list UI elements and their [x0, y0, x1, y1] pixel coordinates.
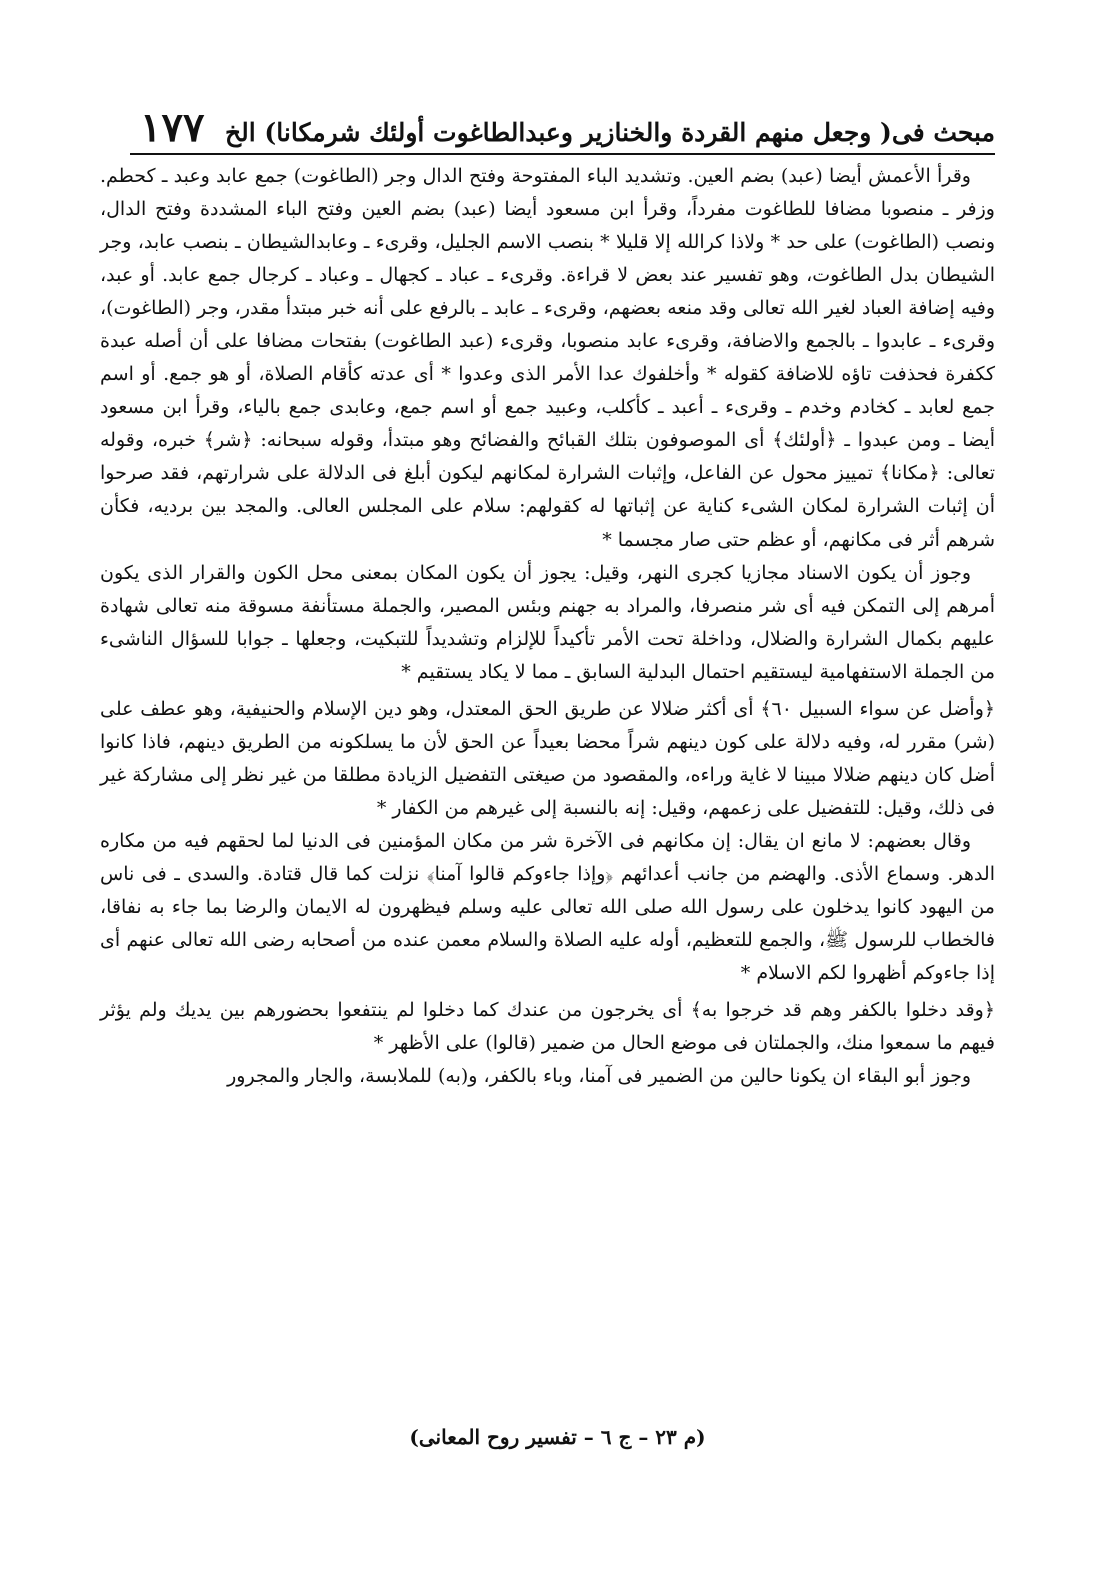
body-text	[100, 160, 995, 1093]
page-header	[130, 88, 995, 151]
page-number: ١٧٧	[140, 104, 205, 151]
paragraph: وقال بعضهم: لا مانع ان يقال: إن مكانهم فى الآخرة شر من مكان المؤمنين فى الدنيا لما لحقهم فيه من مكاره الدهر. وسماع الأذى. والهضم من جانب أعدائهم ﴿وإذا جاءوكم قالوا آمنا﴾ نزلت كما قال قتادة. والسدى ـ فى ناس من اليهود كانوا يدخلون على رسول الله صلى الله تعالى عليه وسلم فيظهرون له الايمان والرضا بما جاء به نفاقا، فالخطاب للرسول ﷺ، والجمع للتعظيم، أوله عليه الصلاة والسلام معمن عنده من أصحابه رضى الله تعالى عنهم أى إذا جاءوكم أظهروا لكم الاسلام *	[100, 829, 995, 985]
signature-mark: (م ٢٣ – ج ٦ – تفسير روح المعانى)	[409, 1425, 706, 1449]
paragraph: وقرأ الأعمش أيضا (عبد) بضم العين. وتشديد الباء المفتوحة وفتح الدال وجر (الطاغوت) جمع عابد وعبد ـ كحطم. وزفر ـ منصوبا مضافا للطاغوت مفرداً، وقرأ ابن مسعود أيضا (عبد) بضم العين وفتح الباء المشددة وفتح الدال، ونصب (الطاغوت) على حد * ولاذا كرالله إلا قليلا * بنصب الاسم الجليل، وقرىء ـ وعابدالشيطان ـ بنصب عابد، وجر الشيطان بدل الطاغوت، وهو تفسير عند بعض لا قراءة. وقرىء ـ عباد ـ كجهال ـ وعباد ـ كرجال جمع عابد. أو عبد، وفيه إضافة العباد لغير الله تعالى وقد منعه بعضهم، وقرىء ـ عابد ـ بالرفع على أنه خبر مبتدأ مقدر، وجر (الطاغوت)، وقرىء ـ عابدوا ـ بالجمع والاضافة، وقرىء عابد منصوبا، وقرىء (عبد الطاغوت) بفتحات مضافا على أن أصله عبدة ككفرة فحذفت تاؤه للاضافة كقوله * وأخلفوك عدا الأمر الذى وعدوا * أى عدته كأقام الصلاة، أو هو جمع. أو اسم جمع لعابد ـ كخادم وخدم ـ وقرىء ـ أعبد ـ كأكلب، وعبيد جمع أو اسم جمع، وعابدى جمع بالياء، وقرأ ابن مسعود أيضا ـ ومن عبدوا ـ ﴿أولئك﴾ أى الموصوفون بتلك القبائح والفضائح وهو مبتدأ، وقوله سبحانه: ﴿شر﴾ خبره، وقوله تعالى: ﴿مكانا﴾ تمييز محول عن الفاعل، وإثبات الشرارة لمكانهم ليكون أبلغ فى الدلالة على شرارتهم، فقد صرحوا أن إثبات الشرارة لمكان الشىء كناية عن إثباتها له كقولهم: سلام على المجلس العالى. والمجد بين برديه، فكأن شرهم أثر فى مكانهم، أو عظم حتى صار مجسما *	[100, 165, 995, 551]
paragraph: وجوز أبو البقاء ان يكونا حالين من الضمير فى آمنا، وباء بالكفر، و(به) للملابسة، والجار والمجرور	[227, 1065, 971, 1088]
ayah-paragraph: ﴿وأضل عن سواء السبيل ٦٠﴾ أى أكثر ضلالا عن طريق الحق المعتدل، وهو دين الإسلام والحنيفية، وهو عطف على (شر) مقرر له، وفيه دلالة على كون دينهم شراً محضا بعيداً عن الحق لأن ما يسلكونه من الطريق دينهم، فاذا كانوا أضل كان دينهم ضلالا مبينا لا غاية وراءه، والمقصود من صيغتى التفضيل الزيادة مطلقا من غير نظر إلى مشاركة غير فى ذلك، وقيل: للتفضيل على زعمهم، وقيل: إنه بالنسبة إلى غيرهم من الكفار *	[100, 697, 996, 819]
header-rule	[130, 153, 995, 155]
running-title: مبحث فى( وجعل منهم القردة والخنازير وعبدالطاغوت أولئك شرمكانا) الخ	[225, 118, 995, 147]
paragraph: وجوز أن يكون الاسناد مجازيا كجرى النهر، وقيل: يجوز أن يكون المكان بمعنى محل الكون والقرار الذى يكون أمرهم إلى التمكن فيه أى شر منصرفا، والمراد به جهنم وبئس المصير، والجملة مستأنفة مسوقة منه تعالى شهادة عليهم بكمال الشرارة والضلال، وداخلة تحت الأمر تأكيداً للإلزام وتشديداً للتبكيت، وجعلها ـ جوابا للسؤال الناشىء من الجملة الاستفهامية ليستقيم احتمال البدلية السابق ـ مما لا يكاد يستقيم *	[100, 561, 995, 683]
ayah-paragraph: ﴿وقد دخلوا بالكفر وهم قد خرجوا به﴾ أى يخرجون من عندك كما دخلوا لم ينتفعوا بحضورهم بين يديك ولم يؤثر فيهم ما سمعوا منك، والجملتان فى موضع الحال من ضمير (قالوا) على الأظهر *	[100, 999, 995, 1055]
